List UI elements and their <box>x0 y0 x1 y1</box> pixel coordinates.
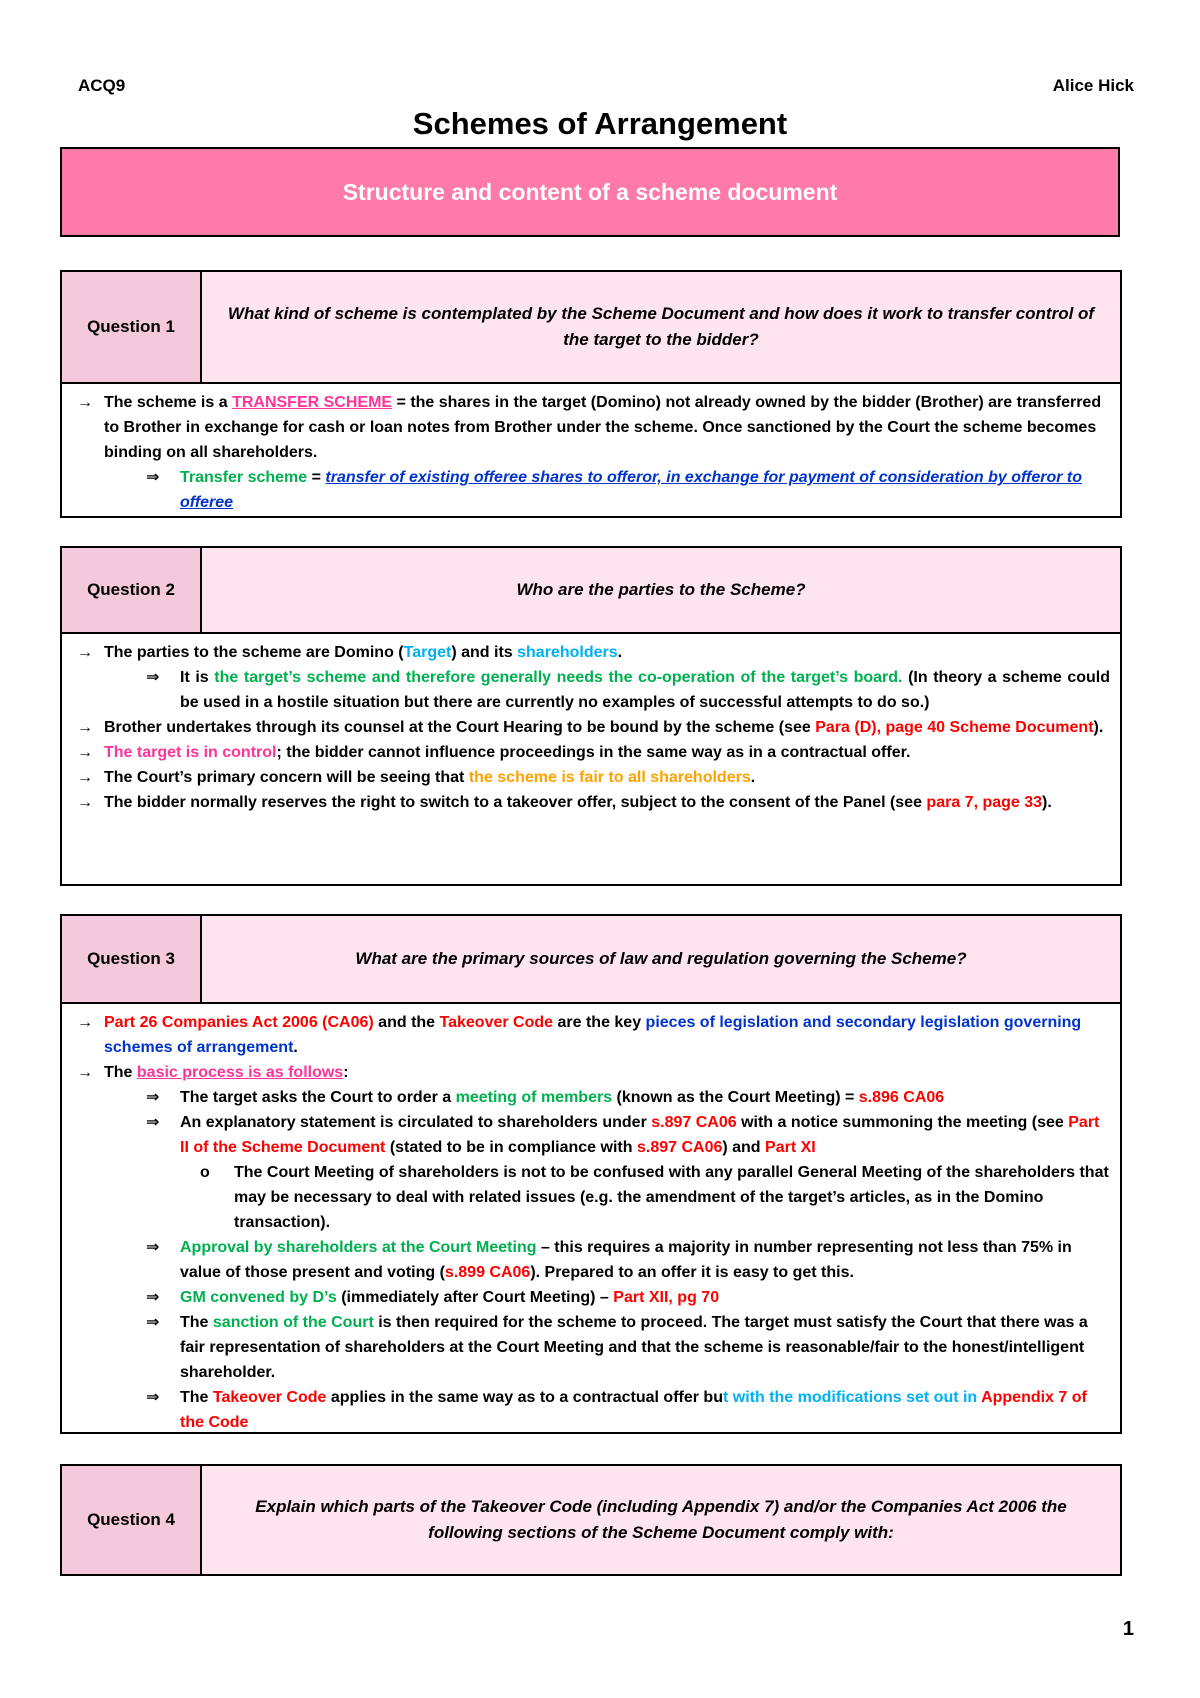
double-arrow-bullet-icon: ⇒ <box>146 1239 160 1256</box>
list-item: ⇒ The target asks the Court to order a meeting of members (known as the Court Meeting) = s.896 CA06 <box>72 1085 1110 1110</box>
arrow-bullet-icon: → <box>77 644 93 661</box>
arrow-bullet-icon: → <box>77 794 93 811</box>
header-author: Alice Hick <box>1052 76 1134 95</box>
double-arrow-bullet-icon: ⇒ <box>146 1289 160 1306</box>
list-item: ⇒ The sanction of the Court is then required for the scheme to proceed. The target must satisfy the Court that there was a fair representation of shareholders at the Court Meeting and that the scheme is reasonable/fair to the honest/intelligent shareholder. <box>72 1310 1110 1385</box>
question-1-text: What kind of scheme is contemplated by the Scheme Document and how does it work to transfer control of the target to the bidder? <box>227 304 1095 349</box>
page-number: 1 <box>1122 1618 1134 1640</box>
double-arrow-bullet-icon: ⇒ <box>146 1389 160 1406</box>
list-item: → Part 26 Companies Act 2006 (CA06) and the Takeover Code are the key pieces of legislation and secondary legislation governing schemes of arrangement. <box>72 1010 1110 1060</box>
list-item: → The Court’s primary concern will be seeing that the scheme is fair to all shareholders. <box>72 765 1110 790</box>
list-item: → The target is in control; the bidder cannot influence proceedings in the same way as in a contractual offer. <box>72 740 1110 765</box>
question-2-text: Who are the parties to the Scheme? <box>516 580 806 599</box>
list-item: → The scheme is a TRANSFER SCHEME = the shares in the target (Domino) not already owned by the bidder (Brother) are transferred to Brother in exchange for cash or loan notes from Brother under the scheme. Once sanctioned by the Court the scheme becomes binding on all shareholders. <box>72 390 1110 465</box>
question-3-answer <box>62 1004 1120 1439</box>
arrow-bullet-icon: → <box>77 744 93 761</box>
list-item: ⇒ An explanatory statement is circulated to shareholders under s.897 CA06 with a notice summoning the meeting (see Part II of the Scheme Document (stated to be in compliance with s.897 CA06) and Part XI <box>72 1110 1110 1160</box>
double-arrow-bullet-icon: ⇒ <box>146 1114 160 1131</box>
question-4-label: Question 4 <box>62 1466 202 1574</box>
definition-text: transfer of existing offeree shares to offeror, in exchange for payment of consideration by offeror to offeree <box>180 469 1083 511</box>
header-course-code: ACQ9 <box>78 76 126 95</box>
list-item: → Brother undertakes through its counsel at the Court Hearing to be bound by the scheme (see Para (D), page 40 Scheme Document). <box>72 715 1110 740</box>
question-4-box <box>60 1464 1122 1576</box>
list-item: o The Court Meeting of shareholders is not to be confused with any parallel General Meeting of the shareholders that may be necessary to deal with related issues (e.g. the amendment of the target’s articles, as in the Domino transaction). <box>72 1160 1110 1235</box>
double-arrow-bullet-icon: ⇒ <box>146 669 160 686</box>
arrow-bullet-icon: → <box>77 1014 93 1031</box>
list-item: ⇒ Transfer scheme = transfer of existing offeree shares to offeror, in exchange for payment of consideration by offeror to offeree <box>72 465 1110 515</box>
arrow-bullet-icon: → <box>77 769 93 786</box>
question-2-label: Question 2 <box>62 548 202 632</box>
question-3-box <box>60 914 1122 1434</box>
list-item: ⇒ Approval by shareholders at the Court Meeting – this requires a majority in number representing not less than 75% in value of those present and voting (s.899 CA06). Prepared to an offer it is easy to get this. <box>72 1235 1110 1285</box>
list-item: → The basic process is as follows: <box>72 1060 1110 1085</box>
circle-bullet-icon: o <box>200 1164 210 1181</box>
question-4-text: Explain which parts of the Takeover Code (including Appendix 7) and/or the Companies Act 2006 the following sections of the Scheme Document comply with: <box>255 1497 1067 1542</box>
page-title: Schemes of Arrangement <box>412 106 788 141</box>
section-banner: Structure and content of a scheme document <box>60 147 1120 237</box>
double-arrow-bullet-icon: ⇒ <box>146 469 160 486</box>
question-1-label: Question 1 <box>62 272 202 382</box>
list-item: ⇒ It is the target’s scheme and therefore generally needs the co-operation of the target’s board. (In theory a scheme could be used in a hostile situation but there are currently no examples of successful attempts to do so.) <box>72 665 1110 715</box>
double-arrow-bullet-icon: ⇒ <box>146 1089 160 1106</box>
question-3-label: Question 3 <box>62 916 202 1002</box>
list-item: → The bidder normally reserves the right to switch to a takeover offer, subject to the consent of the Panel (see para 7, page 33). <box>72 790 1110 815</box>
double-arrow-bullet-icon: ⇒ <box>146 1314 160 1331</box>
list-item: ⇒ The Takeover Code applies in the same way as to a contractual offer but with the modifications set out in Appendix 7 of the Code <box>72 1385 1110 1435</box>
question-3-text: What are the primary sources of law and regulation governing the Scheme? <box>355 949 967 968</box>
question-2-answer <box>62 634 1120 819</box>
list-item: ⇒ GM convened by D’s (immediately after Court Meeting) – Part XII, pg 70 <box>72 1285 1110 1310</box>
list-item: → The parties to the scheme are Domino (Target) and its shareholders. <box>72 640 1110 665</box>
arrow-bullet-icon: → <box>77 394 93 411</box>
arrow-bullet-icon: → <box>77 719 93 736</box>
question-1-answer <box>62 384 1120 519</box>
question-2-box <box>60 546 1122 886</box>
question-1-box <box>60 270 1122 518</box>
arrow-bullet-icon: → <box>77 1064 93 1081</box>
